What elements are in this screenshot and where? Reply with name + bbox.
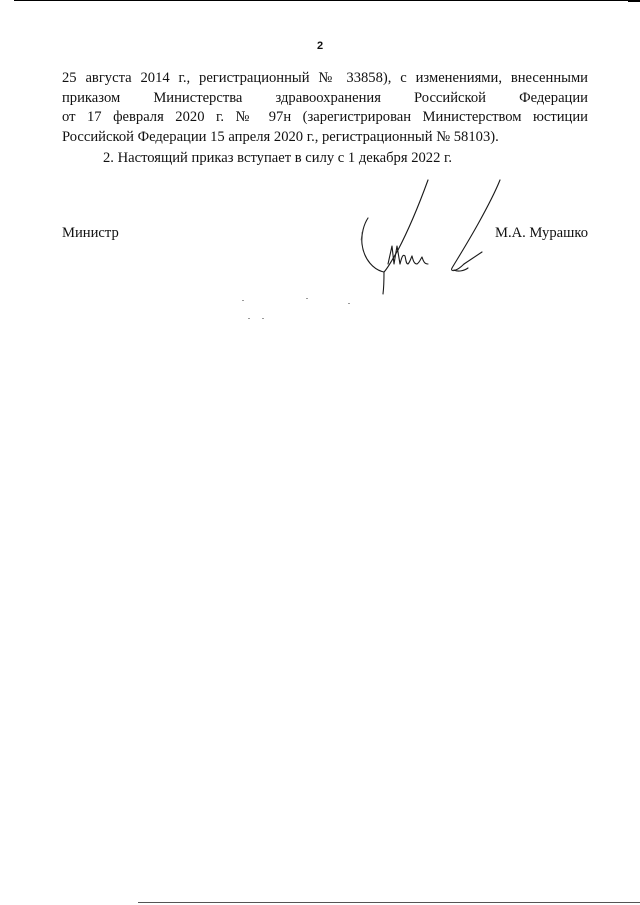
paragraph-line: от 17 февраля 2020 г. № 97н (зарегистрирован Министерством юстиции — [62, 109, 588, 125]
page-number: 2 — [316, 40, 324, 52]
paragraph-line: приказом Министерства здравоохранения Российской Федерации — [62, 89, 588, 106]
signer-position: Министр — [62, 225, 119, 241]
scan-speck — [348, 303, 350, 304]
scan-speck — [248, 318, 250, 319]
paragraph-2: 2. Настоящий приказ вступает в силу с 1 декабря 2022 г. — [103, 150, 453, 166]
scan-speck — [242, 300, 244, 301]
paragraph-line: 25 августа 2014 г., регистрационный № 33858), с изменениями, внесенными — [62, 70, 588, 86]
handwritten-signature — [340, 172, 520, 307]
scan-edge-bottom — [138, 902, 640, 903]
scan-speck — [262, 318, 264, 319]
paragraph-continuation — [62, 69, 588, 147]
scan-edge-top-right — [628, 0, 640, 2]
scan-speck — [306, 298, 308, 299]
paragraph-line: Российской Федерации 15 апреля 2020 г., регистрационный № 58103). — [62, 128, 499, 145]
signer-name: М.А. Мурашко — [494, 225, 588, 241]
scan-edge-top — [14, 0, 640, 1]
